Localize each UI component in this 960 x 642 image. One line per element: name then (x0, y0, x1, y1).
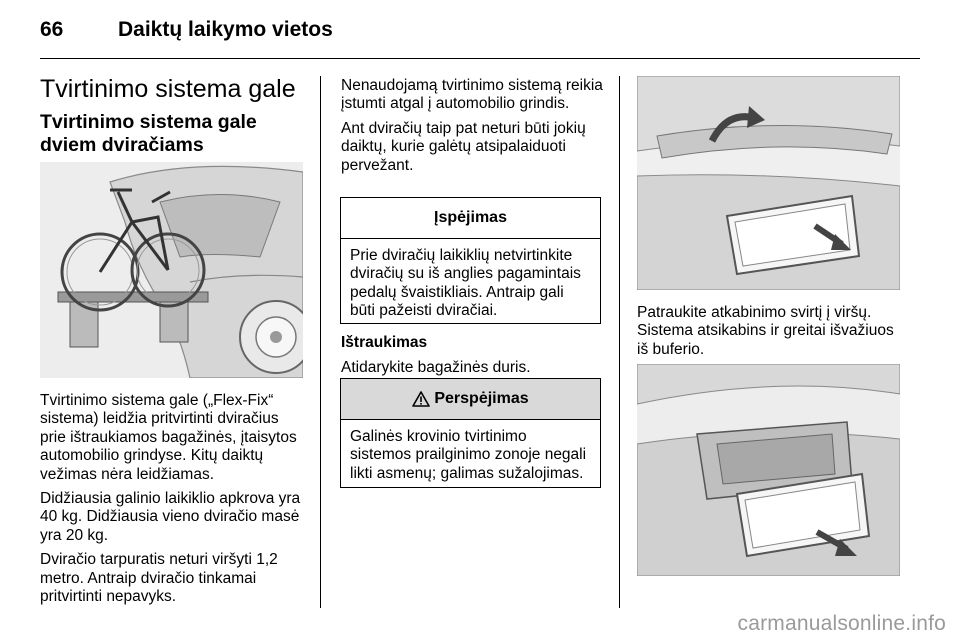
watermark: carmanualsonline.info (737, 612, 946, 635)
paragraph: Tvirtinimo sistema gale („Flex-Fix“ sistema) leidžia pritvirtinti dviračius prie ištraukiamos bagažinės, įtaisytos automobilio grindyse. Kitų daiktų vežimas nėra leidžiamas. (40, 392, 297, 483)
bike-carrier-illustration (40, 162, 303, 378)
paragraph: Nenaudojamą tvirtinimo sistemą reikia įstumti atgal į automobilio grindis. (341, 77, 603, 113)
warning-box-header (341, 379, 600, 420)
notice-box-title: Įspėjimas (341, 198, 600, 239)
subheading: Ištraukimas (341, 334, 428, 351)
release-lever-figure (637, 76, 900, 290)
bike-carrier-figure (40, 162, 303, 378)
chapter-title: Daiktų laikymo vietos (118, 18, 333, 41)
col2-text (341, 77, 605, 175)
instruction-text: Atidarykite bagažinės duris. (341, 359, 531, 376)
notice-box-text: Prie dviračių laikiklių netvirtinkite dviračių su iš anglies pagamintais pedalų švaistikliais. Antraip gali būti pažeisti dviračiai. (350, 247, 581, 320)
warning-box-title: Perspėjimas (434, 390, 529, 407)
header-divider (40, 58, 920, 59)
subsection-title: Tvirtinimo sistema gale dviem dviračiams (40, 111, 257, 156)
warning-box-text: Galinės krovinio tvirtinimo sistemos prailginimo zonoje negali likti asmenų; galimas sužalojimas. (350, 428, 587, 482)
paragraph: Dviračio tarpuratis neturi viršyti 1,2 metro. Antraip dviračio tinkamai pritvirtinti nepavyks. (40, 551, 278, 606)
extend-carrier-figure (637, 364, 900, 576)
extend-carrier-illustration (637, 364, 900, 576)
warning-triangle-icon (412, 391, 430, 407)
notice-box (340, 197, 601, 324)
page-number: 66 (40, 18, 64, 41)
col3-caption: Patraukite atkabinimo svirtį į viršų. Sistema atsikabins ir greitai išvažiuos iš buferio. (637, 304, 894, 358)
col1-text (40, 392, 306, 606)
warning-box (340, 378, 601, 488)
column-divider-1 (320, 76, 321, 608)
release-lever-illustration (637, 76, 900, 290)
column-divider-2 (619, 76, 620, 608)
section-title: Tvirtinimo sistema gale (40, 75, 296, 103)
paragraph: Ant dviračių taip pat neturi būti jokių daiktų, kurie galėtų atsipalaiduoti pervežant. (341, 119, 586, 174)
paragraph: Didžiausia galinio laikiklio apkrova yra 40 kg. Didžiausia vieno dviračio masė yra 20 kg. (40, 490, 301, 544)
